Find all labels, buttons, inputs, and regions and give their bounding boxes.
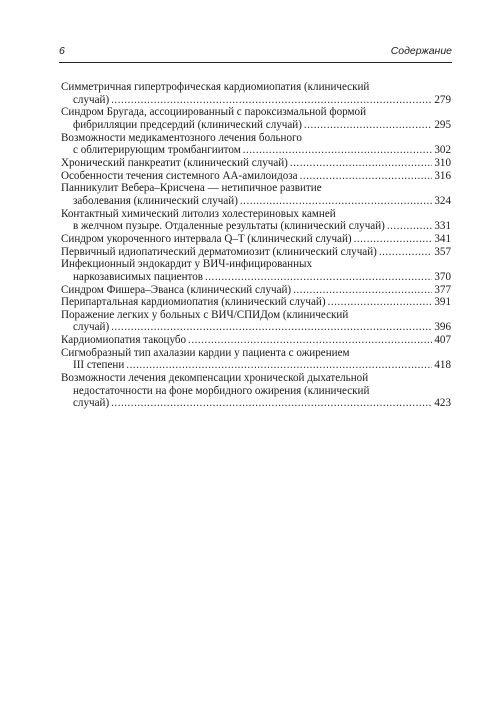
dot-leader <box>387 220 433 233</box>
toc-entry[interactable] <box>61 170 451 183</box>
toc-entry[interactable] <box>61 284 451 297</box>
page-number: 6 <box>59 45 65 57</box>
toc-page-number: 310 <box>434 156 451 169</box>
toc-entry-title-line: случай) <box>73 397 110 410</box>
toc-entry-title-line: случай) <box>73 93 110 106</box>
page-header <box>59 45 452 57</box>
toc-entry[interactable] <box>61 182 451 207</box>
toc-entry-title-line: Кардиомиопатия такоцубо <box>61 334 187 347</box>
toc-entry-title-line: Возможности лечения декомпенсации хронической дыхательной <box>61 372 369 385</box>
toc-page-number: 357 <box>434 245 451 258</box>
toc-entry[interactable] <box>61 334 451 347</box>
toc-page-number: 279 <box>434 93 451 106</box>
toc-entry-title-line: Возможности медикаментозного лечения больного <box>61 131 302 144</box>
dot-leader <box>205 271 432 284</box>
toc-entry-title-line: Особенности течения системного АА-амилоидоза <box>61 169 298 182</box>
toc-entry-title-line: Поражение легких у больных с ВИЧ/СПИДом (клинический <box>61 308 349 321</box>
toc-page-number: 396 <box>434 321 451 334</box>
toc-page-number: 407 <box>434 334 451 347</box>
dot-leader <box>300 170 433 183</box>
toc-entry-title-line: с облитерирующим тромбангиитом <box>73 144 241 157</box>
toc-page-number: 324 <box>434 194 451 207</box>
toc-entry[interactable] <box>61 81 451 106</box>
toc-entry-title-line: Перипартальная кардиомиопатия (клинический случай) <box>61 296 326 309</box>
toc-entry-title-line: III степени <box>73 359 125 372</box>
toc-entry[interactable] <box>61 246 451 259</box>
dot-leader <box>354 233 433 246</box>
toc-page-number: 418 <box>434 359 451 372</box>
dot-leader <box>293 284 432 297</box>
dot-leader <box>328 296 433 309</box>
toc-entry-title-line: Сигмобразный тип ахалазии кардии у пациента с ожирением <box>61 346 350 359</box>
toc-entry[interactable] <box>61 258 451 283</box>
toc-entry-title-line: Синдром укороченного интервала Q–T (клинический случай) <box>61 232 352 245</box>
toc-page-number: 331 <box>434 220 451 233</box>
toc-entry-title-line: Синдром Фишера–Эванса (клинический случай) <box>61 283 292 296</box>
toc-page-number: 302 <box>434 144 451 157</box>
toc-entry[interactable] <box>61 208 451 233</box>
dot-leader <box>304 119 432 132</box>
toc-entry-title-line: Первичный идиопатический дерматомиозит (клинический случай) <box>61 245 377 258</box>
dot-leader <box>290 157 432 170</box>
toc-entry-title-line: Контактный химический литолиз холестериновых камней <box>61 207 336 220</box>
toc-entry-title-line: Инфекционный эндокардит у ВИЧ-инфицированных <box>61 258 313 271</box>
dot-leader <box>379 246 433 259</box>
toc-entry-title-line: Симметричная гипертрофическая кардиомиопатия (клинический <box>61 81 370 93</box>
toc-entry-title-line: случай) <box>73 321 110 334</box>
toc-entry-title-line: Хронический панкреатит (клинический случай) <box>61 156 288 169</box>
toc-entry-title-line: Панникулит Вебера–Крисчена — нетипичное развитие <box>61 182 322 195</box>
toc-entry[interactable] <box>61 372 451 410</box>
toc-entry-title-line: Синдром Бругада, ассоциированный с пароксизмальной формой <box>61 106 367 119</box>
toc-page-number: 377 <box>434 283 451 296</box>
toc-page-number: 341 <box>434 232 451 245</box>
toc-entry-title-line: фибрилляции предсердий (клинический случай) <box>73 118 302 131</box>
dot-leader <box>111 94 432 107</box>
toc-page-number: 316 <box>434 169 451 182</box>
dot-leader <box>111 321 432 334</box>
dot-leader <box>240 195 432 208</box>
toc-page-number: 370 <box>434 270 451 283</box>
dot-leader <box>188 334 432 347</box>
toc-entry[interactable] <box>61 106 451 131</box>
dot-leader <box>111 397 432 410</box>
toc-entry[interactable] <box>61 296 451 309</box>
toc-entry[interactable] <box>61 309 451 334</box>
toc-entry-title-line: заболевания (клинический случай) <box>73 194 238 207</box>
toc-page-number: 423 <box>434 397 451 410</box>
dot-leader <box>126 359 432 372</box>
dot-leader <box>243 144 433 157</box>
toc-entry-title-line: недостаточности на фоне морбидного ожирения (клинический <box>73 384 370 397</box>
table-of-contents <box>61 81 451 410</box>
toc-entry[interactable] <box>61 233 451 246</box>
toc-entry[interactable] <box>61 132 451 157</box>
header-divider <box>59 62 452 63</box>
toc-entry[interactable] <box>61 347 451 372</box>
toc-entry-title-line: в желчном пузыре. Отдаленные результаты (клинический случай) <box>73 220 385 233</box>
toc-entry-title-line: наркозависимых пациентов <box>73 270 203 283</box>
section-title: Содержание <box>390 45 452 57</box>
toc-page-number: 295 <box>434 118 451 131</box>
toc-entry[interactable] <box>61 157 451 170</box>
toc-page-number: 391 <box>434 296 451 309</box>
